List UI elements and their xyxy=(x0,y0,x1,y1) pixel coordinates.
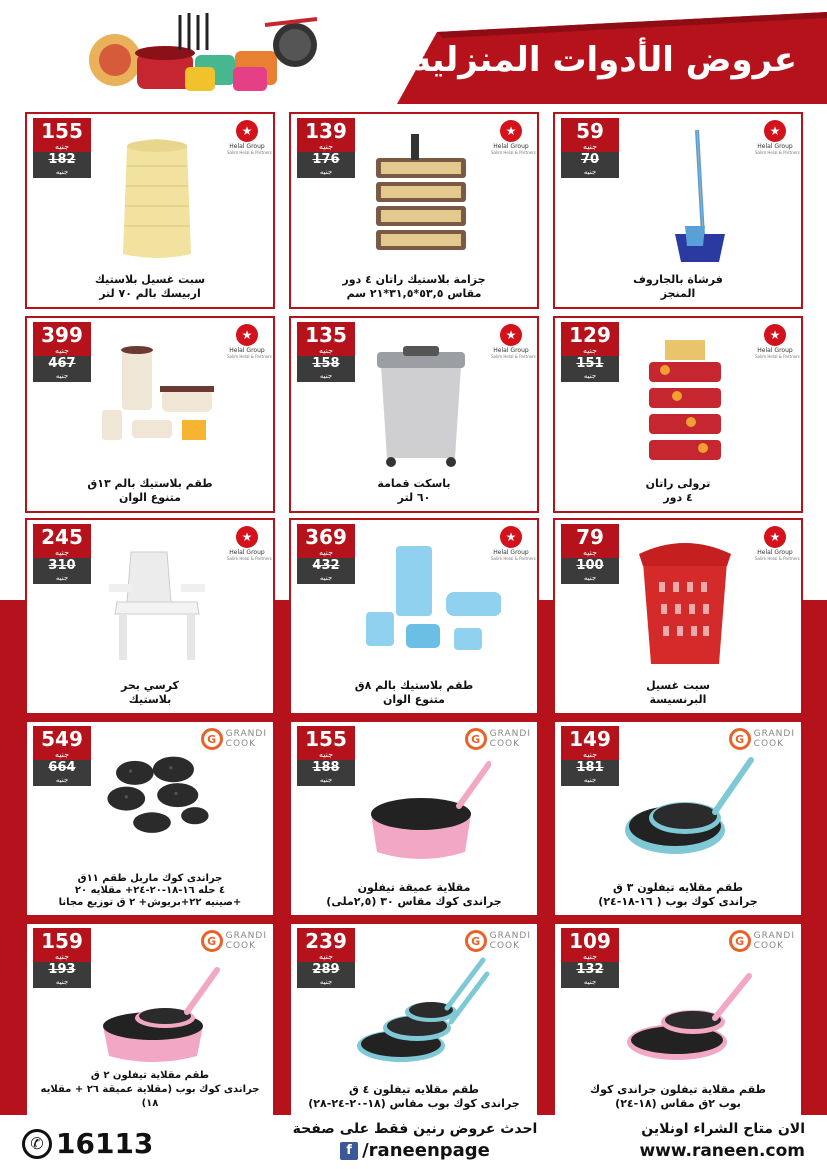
price-tag xyxy=(33,524,91,584)
product-card[interactable] xyxy=(553,112,803,309)
star-icon: ★ xyxy=(500,120,522,142)
blue-pan-set-image xyxy=(615,734,755,874)
new-price: 159 جنيه xyxy=(33,928,91,962)
price-tag xyxy=(297,726,355,786)
old-price: 70 جنيه xyxy=(561,152,619,178)
website-link[interactable]: www.raneen.com xyxy=(639,1141,805,1161)
product-card[interactable] xyxy=(25,922,275,1119)
shoe-rack-image xyxy=(351,126,491,266)
red-laundry-basket-image xyxy=(615,532,755,672)
new-price: 155 جنيه xyxy=(33,118,91,152)
product-card[interactable] xyxy=(25,518,275,715)
product-description: طقم مقلايه تيفلون ٣ ق جراندى كوك بوب ( ١٦-١٨-٢٤) xyxy=(598,881,758,908)
product-card[interactable] xyxy=(289,518,539,715)
new-price: 139 جنيه xyxy=(297,118,355,152)
new-price: 59 جنيه xyxy=(561,118,619,152)
old-price: 182 جنيه xyxy=(33,152,91,178)
product-card[interactable] xyxy=(25,112,275,309)
trash-bin-image xyxy=(351,330,491,470)
helal-group-logo: ★ Helal Group Salim Helal & Partners xyxy=(491,324,531,359)
grandi-cook-logo: G GRANDI COOK xyxy=(201,930,267,952)
helal-group-logo: ★ Helal Group Salim Helal & Partners xyxy=(755,120,795,155)
product-card[interactable] xyxy=(289,112,539,309)
grandi-cook-logo: G GRANDI COOK xyxy=(729,930,795,952)
new-price: 399 جنيه xyxy=(33,322,91,356)
helal-group-logo: ★ Helal Group Salim Helal & Partners xyxy=(755,324,795,359)
old-price: 132 جنيه xyxy=(561,962,619,988)
footer xyxy=(0,1115,827,1169)
product-description: كرسي بحر بلاستيك xyxy=(121,679,179,706)
price-tag xyxy=(297,322,355,382)
header-banner xyxy=(0,0,827,110)
product-description: طقم مقلايه تيفلون ٤ ق جراندى كوك بوب مقاس (١٨-٢٠-٢٤-٢٨) xyxy=(308,1083,520,1110)
price-tag xyxy=(33,118,91,178)
facebook-link[interactable]: f /raneenpage xyxy=(280,1139,550,1163)
product-card[interactable] xyxy=(553,922,803,1119)
star-icon: ★ xyxy=(764,120,786,142)
price-tag xyxy=(33,928,91,988)
product-description: طقم مقلاية تيفلون جراندى كوك بوب ٢ق مقاس (١٨-٢٤) xyxy=(590,1083,766,1110)
facebook-promo: احدث عروض رنين فقط على صفحة f /raneenpage xyxy=(280,1119,550,1163)
old-price: 100 جنيه xyxy=(561,558,619,584)
star-icon: ★ xyxy=(500,324,522,346)
laundry-basket-image xyxy=(87,126,227,266)
star-icon: ★ xyxy=(764,324,786,346)
product-description: طقم بلاستيك بالم ١٣ق متنوع الوان xyxy=(87,477,213,504)
old-price: 151 جنيه xyxy=(561,356,619,382)
product-card[interactable] xyxy=(289,720,539,917)
broom-dustpan-image xyxy=(615,126,755,266)
grandi-cook-icon: G xyxy=(465,728,487,750)
grandi-cook-icon: G xyxy=(729,930,751,952)
grandi-cook-icon: G xyxy=(465,930,487,952)
price-tag xyxy=(561,928,619,988)
blue-four-pan-set-image xyxy=(351,936,491,1076)
product-card[interactable] xyxy=(289,922,539,1119)
star-icon: ★ xyxy=(764,526,786,548)
new-price: 79 جنيه xyxy=(561,524,619,558)
product-description: فرشاة بالجاروف المنجز xyxy=(633,273,723,300)
product-card[interactable] xyxy=(553,720,803,917)
cookware-header-image xyxy=(85,5,325,100)
star-icon: ★ xyxy=(236,324,258,346)
helal-group-logo: ★ Helal Group Salim Helal & Partners xyxy=(227,120,267,155)
product-card[interactable] xyxy=(25,316,275,513)
grandi-cook-logo: G GRANDI COOK xyxy=(465,728,531,750)
helal-group-logo: ★ Helal Group Salim Helal & Partners xyxy=(755,526,795,561)
online-shopping: الان متاح الشراء اونلاين www.raneen.com xyxy=(639,1121,805,1161)
pink-deep-pan-image xyxy=(351,734,491,874)
hotline[interactable]: ✆ 16113 xyxy=(22,1127,153,1160)
marble-cookware-set-image xyxy=(67,742,237,862)
new-price: 135 جنيه xyxy=(297,322,355,356)
product-description: سبت غسيل البرنسيسة xyxy=(646,679,710,706)
price-tag xyxy=(561,322,619,382)
price-tag xyxy=(561,118,619,178)
helal-group-logo: ★ Helal Group Salim Helal & Partners xyxy=(227,324,267,359)
page-title: عروض الأدوات المنزلية xyxy=(410,40,797,80)
new-price: 149 جنيه xyxy=(561,726,619,760)
new-price: 549 جنيه xyxy=(33,726,91,760)
grandi-cook-logo: G GRANDI COOK xyxy=(465,930,531,952)
helal-group-logo: ★ Helal Group Salim Helal & Partners xyxy=(227,526,267,561)
beach-chair-image xyxy=(87,532,227,672)
product-description: طقم بلاستيك بالم ٨ق متنوع الوان xyxy=(354,679,474,706)
product-description: جراندى كوك ماربل طقم ١١ق ٤ حله ١٦-١٨-٢٠-٢٤+ مقلايه ٢٠ +صينيه ٢٢+بريوش+ ٢ ق توزيع مجانا xyxy=(58,873,242,908)
trolley-rack-image xyxy=(615,330,755,470)
price-tag xyxy=(561,726,619,786)
product-description: ترولى راتان ٤ دور xyxy=(645,477,711,504)
star-icon: ★ xyxy=(236,526,258,548)
star-icon: ★ xyxy=(236,120,258,142)
price-tag xyxy=(297,928,355,988)
star-icon: ★ xyxy=(500,526,522,548)
old-price: 176 جنيه xyxy=(297,152,355,178)
product-description: سبت غسيل بلاستيك اربيسك بالم ٧٠ لتر xyxy=(94,273,206,300)
grandi-cook-icon: G xyxy=(201,930,223,952)
price-tag xyxy=(297,118,355,178)
new-price: 245 جنيه xyxy=(33,524,91,558)
grandi-cook-logo: G GRANDI COOK xyxy=(201,728,267,750)
helal-group-logo: ★ Helal Group Salim Helal & Partners xyxy=(491,526,531,561)
new-price: 155 جنيه xyxy=(297,726,355,760)
old-price: 664 جنيه xyxy=(33,760,91,786)
old-price: 310 جنيه xyxy=(33,558,91,584)
bath-set-image xyxy=(67,330,237,470)
old-price: 181 جنيه xyxy=(561,760,619,786)
new-price: 129 جنيه xyxy=(561,322,619,356)
pink-pan-set-image xyxy=(87,936,227,1076)
old-price: 289 جنيه xyxy=(297,962,355,988)
old-price: 188 جنيه xyxy=(297,760,355,786)
product-card[interactable] xyxy=(553,518,803,715)
product-card[interactable] xyxy=(289,316,539,513)
product-description: طقم مقلاية تيفلون ٢ ق جراندى كوك بوب (مقلاية عميقة ٢٦ + مقلايه ١٨) xyxy=(40,1070,260,1109)
facebook-icon: f xyxy=(340,1142,358,1160)
blue-plastic-set-image xyxy=(331,532,501,672)
product-card[interactable] xyxy=(553,316,803,513)
helal-group-logo: ★ Helal Group Salim Helal & Partners xyxy=(491,120,531,155)
grandi-cook-logo: G GRANDI COOK xyxy=(729,728,795,750)
product-description: باسكت قمامة ٦٠ لتر xyxy=(377,477,451,504)
pink-two-pan-set-image xyxy=(615,936,755,1076)
phone-icon: ✆ xyxy=(22,1129,52,1159)
new-price: 369 جنيه xyxy=(297,524,355,558)
grandi-cook-icon: G xyxy=(729,728,751,750)
product-description: جزامة بلاستيك راتان ٤ دور مقاس ٥٣,٥*٣١,٥*٢١ سم xyxy=(342,273,486,300)
product-description: مقلاية عميقة تيفلون جراندى كوك مقاس ٣٠ (٢,٥ملى) xyxy=(326,881,502,908)
grandi-cook-icon: G xyxy=(201,728,223,750)
old-price: 158 جنيه xyxy=(297,356,355,382)
new-price: 239 جنيه xyxy=(297,928,355,962)
old-price: 467 جنيه xyxy=(33,356,91,382)
new-price: 109 جنيه xyxy=(561,928,619,962)
old-price: 193 جنيه xyxy=(33,962,91,988)
price-tag xyxy=(561,524,619,584)
old-price: 432 جنيه xyxy=(297,558,355,584)
product-card[interactable] xyxy=(25,720,275,917)
